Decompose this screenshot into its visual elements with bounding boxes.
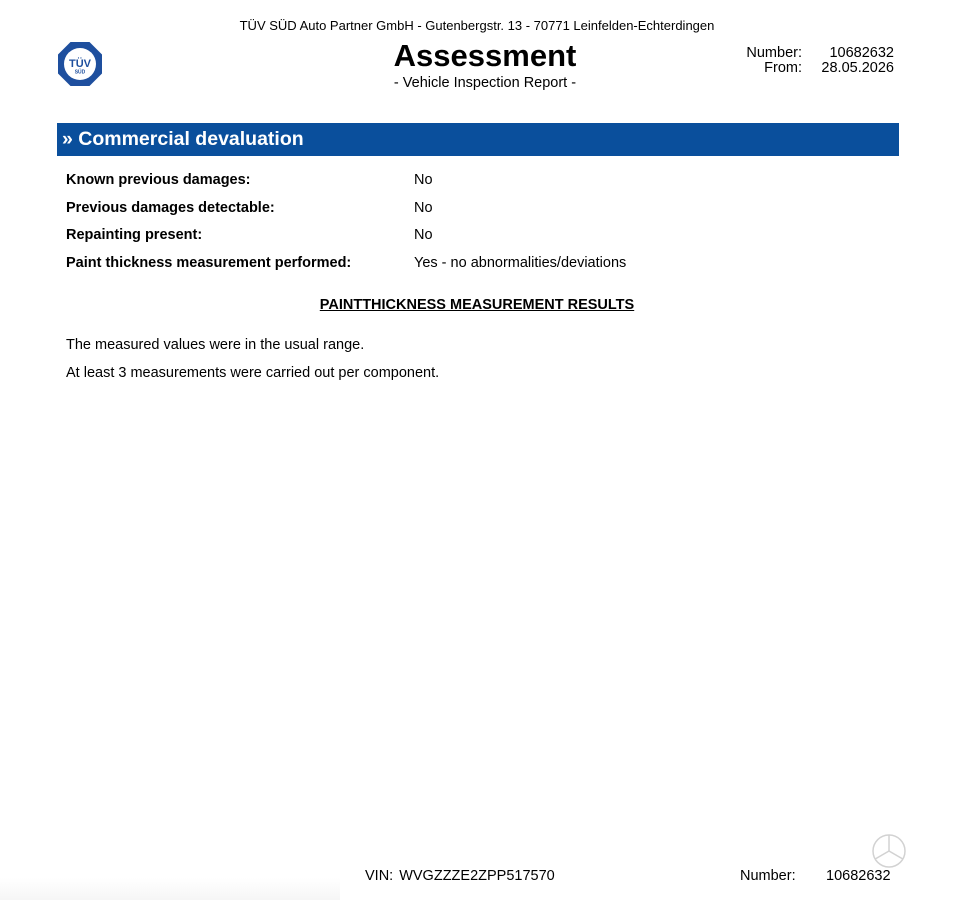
- logo-text-top: TÜV: [69, 58, 91, 70]
- vin-value: WVGZZZE2ZPP517570: [399, 868, 555, 884]
- footer-number: [740, 868, 891, 884]
- page-title: Assessment: [393, 38, 577, 73]
- footer-vin: [365, 868, 555, 884]
- field-label: Known previous damages:: [66, 172, 251, 188]
- field-label: Paint thickness measurement performed:: [66, 254, 352, 271]
- field-label: Repainting present:: [66, 227, 203, 243]
- company-address-line: TÜV SÜD Auto Partner GmbH - Gutenbergstr. 13 - 70771 Leinfelden-Echterdingen: [239, 18, 715, 33]
- results-paragraph: The measured values were in the usual range.: [66, 337, 365, 353]
- section-header: » Commercial devaluation: [57, 123, 899, 156]
- field-value: No: [414, 199, 433, 216]
- star-emblem-icon: [870, 832, 908, 870]
- report-meta: [742, 46, 894, 76]
- footer-number-value: 10682632: [826, 868, 891, 884]
- field-value: Yes - no abnormalities/deviations: [414, 254, 627, 271]
- logo-text-bottom: SÜD: [74, 69, 86, 76]
- field-value: No: [414, 172, 433, 188]
- vin-label: VIN:: [365, 868, 394, 884]
- footer-shade: [0, 878, 340, 900]
- results-paragraph: At least 3 measurements were carried out per component.: [66, 365, 440, 381]
- field-value: No: [414, 227, 433, 243]
- from-label: From:: [764, 60, 802, 76]
- page-subtitle: - Vehicle Inspection Report -: [393, 75, 577, 91]
- meta-date-row: [742, 61, 894, 76]
- number-label: Number:: [746, 45, 802, 61]
- field-label: Previous damages detectable:: [66, 199, 275, 216]
- footer-number-label: Number:: [740, 868, 796, 884]
- results-heading: PAINTTHICKNESS MEASUREMENT RESULTS: [319, 297, 635, 313]
- meta-number-row: [742, 46, 894, 61]
- from-value: 28.05.2026: [821, 60, 894, 76]
- number-value: 10682632: [829, 45, 894, 61]
